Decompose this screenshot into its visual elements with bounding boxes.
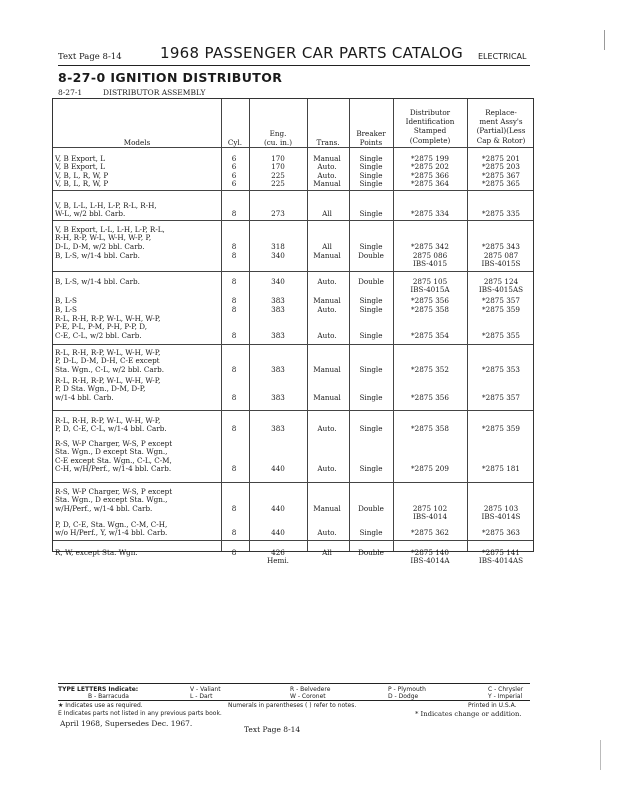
breaker-cell: Single [359,162,383,171]
trans-cell: Auto. [317,464,337,474]
col-header-repl-2: ment Assy's [479,117,523,126]
replacement-cell: *2875 359 [482,424,520,434]
model-cell: R-S, W-P Charger, W-S, P except [55,487,173,496]
replacement-cell: 2875 124 [483,277,519,286]
distributor-cell: *2875 334 [411,209,449,219]
breaker-cell: Single [359,179,383,188]
trans-cell: Manual [313,179,341,188]
legend-dodge: D - Dodge [388,693,419,700]
replacement-cell: IBS-4014AS [478,556,524,566]
cyl-cell: 8 [231,392,237,402]
trans-cell: Manual [313,364,341,374]
distributor-cell: *2875 358 [411,305,449,314]
breaker-cell: Single [359,154,383,163]
distributor-cell: *2875 354 [411,330,449,340]
trans-cell: Manual [313,503,341,513]
cyl-cell: 8 [231,548,237,557]
model-cell: R-H, R-P, W-L, W-H, W-P, P, [55,233,152,243]
model-cell: Sta. Wgn., D except Sta. Wgn., [55,447,168,457]
replacement-cell: *2875 141 [482,548,520,557]
distributor-cell: IBS-4014A [410,556,450,566]
model-cell: C-H, w/H/Perf., w/1-4 bbl. Carb. [55,464,172,474]
margin-mark [600,740,601,770]
group-separator [53,190,533,191]
breaker-cell: Double [358,548,384,557]
cyl-cell: 8 [231,277,237,286]
replacement-cell: 2875 087 [483,251,519,260]
replacement-cell: *2875 343 [482,241,520,251]
eng-cell: 318 [271,241,285,251]
header-category: ELECTRICAL [478,52,527,61]
col-header-dist-3: Stamped [413,126,447,135]
replacement-cell: IBS-4015S [481,259,521,269]
model-cell: w/o H/Perf., Y, w/1-4 bbl. Carb. [55,528,168,538]
trans-cell: Manual [313,392,341,402]
footer-date: April 1968, Supersedes Dec. 1967. [60,719,193,728]
model-cell: Sta. Wgn., D except Sta. Wgn., [55,495,168,505]
replacement-cell: *2875 203 [482,162,520,171]
legend-belvedere: R - Belvedere [290,686,331,693]
distributor-cell: *2875 356 [411,296,449,305]
eng-cell: 383 [271,305,285,314]
note-not-listed: Ε Indicates parts not listed in any previous parts book. [58,710,222,717]
trans-cell: All [322,241,332,251]
distributor-table [52,98,534,566]
trans-cell: Auto. [317,528,337,538]
legend-dart: L - Dart [190,693,213,700]
col-header-breaker-2: Points [359,138,383,147]
section-title: 8-27-0 IGNITION DISTRIBUTOR [58,70,283,85]
model-cell: P-E, P-L, P-M, P-H, P-P, D, [55,322,148,332]
cyl-cell: 6 [231,162,237,171]
cyl-cell: 8 [231,424,237,434]
breaker-cell: Double [358,277,384,286]
model-cell: V, B, L, R, W, P [55,179,109,188]
subsection-title: DISTRIBUTOR ASSEMBLY [103,88,206,97]
note-change-addition: * Indicates change or addition. [415,710,522,718]
replacement-cell: *2875 363 [482,528,520,538]
replacement-cell: 2875 103 [483,503,519,513]
group-separator [53,540,533,541]
footer-page: Text Page 8-14 [244,725,301,734]
subsection-number: 8-27-1 [58,88,83,97]
model-cell: V, B, L, R, W, P [55,171,109,180]
cyl-cell: 8 [231,528,237,538]
replacement-cell: *2875 353 [482,364,520,374]
model-cell: R, W, except Sta. Wgn. [55,548,138,557]
distributor-cell: IBS-4015 [412,259,448,269]
eng-cell: 440 [271,464,285,474]
distributor-cell: *2875 366 [411,171,449,180]
model-cell: V, B, L-L, L-H, L-P, R-L, R-H, [55,201,157,210]
breaker-cell: Single [359,424,383,434]
eng-cell: 440 [271,503,285,513]
trans-cell: Manual [313,154,341,163]
col-header-dist-4: (Complete) [409,136,451,145]
model-cell: R-L, R-H, R-P, W-L, W-H, W-P, [55,348,161,357]
legend-chrysler: C - Chrysler [488,686,524,693]
col-header-repl-3: (Partial)(Less [476,126,526,135]
group-separator [53,344,533,345]
eng-cell: 273 [271,209,285,219]
model-cell: B, L-S [55,296,77,305]
note-star-use: ★ Indicates use as required. [58,702,143,709]
trans-cell: Auto. [317,424,337,434]
breaker-cell: Single [359,296,383,305]
cyl-cell: 8 [231,209,237,219]
distributor-cell: *2875 352 [411,364,449,374]
eng-cell: 440 [271,528,285,538]
model-cell: R-L, R-H, R-P, W-L, W-H, W-P, [55,376,161,385]
distributor-cell: *2875 364 [411,179,449,188]
margin-mark [604,30,605,50]
header-separator [53,147,533,148]
model-cell: P, D, C-E, C-L, w/1-4 bbl. Carb. [55,424,167,434]
distributor-cell: *2875 199 [411,154,449,163]
legend-valiant: V - Valiant [190,686,221,693]
col-header-trans: Trans. [316,138,340,147]
group-separator [53,410,533,411]
eng-cell: 383 [271,296,285,305]
cyl-cell: 8 [231,503,237,513]
cyl-cell: 6 [231,171,237,180]
legend-type-letters: TYPE LETTERS Indicate: [58,686,139,693]
col-header-repl-1: Replace- [485,108,517,117]
eng-cell: 383 [271,364,285,374]
col-header-repl-4: Cap & Rotor) [476,136,526,145]
cyl-cell: 8 [231,241,237,251]
replacement-cell: *2875 355 [482,330,520,340]
model-cell: Sta. Wgn., C-L, w/2 bbl. Carb. [55,364,165,374]
catalog-title: 1968 PASSENGER CAR PARTS CATALOG [160,44,464,62]
distributor-cell: 2875 102 [412,503,448,513]
trans-cell: Auto. [317,305,337,314]
distributor-cell: *2875 356 [411,392,449,402]
distributor-cell: *2875 202 [411,162,449,171]
legend-coronet: W - Coronet [290,693,326,700]
group-separator [53,482,533,483]
replacement-cell: *2875 201 [482,154,520,163]
eng-cell: 340 [271,277,285,286]
trans-cell: Auto. [317,330,337,340]
model-cell: D-L, D-M, w/2 bbl. Carb. [55,241,145,251]
distributor-cell: *2875 140 [411,548,449,557]
eng-cell: 340 [271,251,285,260]
distributor-cell: *2875 358 [411,424,449,434]
cyl-cell: 8 [231,464,237,474]
note-numerals: Numerals in parentheses ( ) refer to notes. [228,702,357,709]
header-rule [58,65,530,66]
model-cell: B, L-S, w/1-4 bbl. Carb. [55,251,140,260]
eng-cell: 170 [271,162,285,171]
eng-cell: Hemi. [267,556,289,566]
replacement-cell: *2875 365 [482,179,520,188]
breaker-cell: Single [359,528,383,538]
cyl-cell: 8 [231,305,237,314]
model-cell: P, D, C-E, Sta. Wgn., C-M, C-H, [55,520,168,529]
breaker-cell: Double [358,251,384,260]
eng-cell: 225 [271,171,285,180]
col-header-dist-2: Identification [405,117,455,126]
col-header-dist-1: Distributor [409,108,451,117]
breaker-cell: Single [359,171,383,180]
cyl-cell: 8 [231,330,237,340]
trans-cell: Manual [313,296,341,305]
model-cell: B, L-S, w/1-4 bbl. Carb. [55,277,140,286]
eng-cell: 170 [271,154,285,163]
breaker-cell: Single [359,305,383,314]
breaker-cell: Single [359,241,383,251]
model-cell: R-S, W-P Charger, W-S, P except [55,439,173,448]
note-printed: Printed in U.S.A. [468,702,517,709]
replacement-cell: *2875 357 [482,392,520,402]
trans-cell: Auto. [317,171,337,180]
model-cell: w/H/Perf., w/1-4 bbl. Carb. [55,503,153,513]
replacement-cell: IBS-4014S [481,512,521,522]
distributor-cell: IBS-4014 [412,512,448,522]
breaker-cell: Single [359,464,383,474]
model-cell: V, B Export, L [55,154,105,163]
eng-cell: 225 [271,179,285,188]
distributor-cell: *2875 209 [411,464,449,474]
col-header-breaker-1: Breaker [356,129,386,138]
model-cell: R-L, R-H, R-P, W-L, W-H, W-P, [55,416,161,425]
eng-cell: 383 [271,330,285,340]
col-header-eng-2: (cu. in.) [263,138,293,147]
eng-cell: 383 [271,392,285,402]
legend-plymouth: P - Plymouth [388,686,426,693]
legend-barracuda: B - Barracuda [88,693,129,700]
replacement-cell: *2875 357 [482,296,520,305]
cyl-cell: 6 [231,179,237,188]
cyl-cell: 8 [231,251,237,260]
replacement-cell: IBS-4015AS [478,285,524,295]
cyl-cell: 8 [231,296,237,305]
replacement-cell: *2875 367 [482,171,520,180]
distributor-cell: IBS-4015A [410,285,450,295]
group-separator [53,220,533,221]
legend-rule [58,683,530,684]
breaker-cell: Single [359,330,383,340]
header-page-label: Text Page 8-14 [58,52,122,62]
trans-cell: All [322,548,332,557]
distributor-cell: *2875 362 [411,528,449,538]
legend-rule-2 [58,700,530,701]
col-header-models: Models [123,138,151,147]
col-header-eng-1: Eng. [269,129,287,138]
cyl-cell: 6 [231,154,237,163]
breaker-cell: Double [358,503,384,513]
model-cell: w/1-4 bbl. Carb. [55,392,114,402]
eng-cell: 426 [271,548,285,557]
distributor-cell: 2875 105 [412,277,448,286]
breaker-cell: Single [359,364,383,374]
replacement-cell: *2875 359 [482,305,520,314]
breaker-cell: Single [359,392,383,402]
distributor-cell: 2875 086 [412,251,448,260]
cyl-cell: 8 [231,364,237,374]
model-cell: V, B Export, L [55,162,105,171]
model-cell: C-E, C-L, w/2 bbl. Carb. [55,330,142,340]
group-separator [53,271,533,272]
legend-imperial: Y - Imperial [488,693,523,700]
model-cell: W-L, w/2 bbl. Carb. [55,209,126,219]
eng-cell: 383 [271,424,285,434]
model-cell: P, D-L, D-M, D-H, C-E except [55,356,160,366]
breaker-cell: Single [359,209,383,219]
model-cell: V, B Export, L-L, L-H, L-P, R-L, [55,225,165,234]
replacement-cell: *2875 181 [482,464,520,474]
model-cell: R-L, R-H, R-P, W-L, W-H, W-P, [55,314,161,323]
trans-cell: Auto. [317,162,337,171]
trans-cell: All [322,209,332,219]
distributor-cell: *2875 342 [411,241,449,251]
trans-cell: Auto. [317,277,337,286]
trans-cell: Manual [313,251,341,260]
col-header-cyl: Cyl. [227,138,243,147]
model-cell: P, D Sta. Wgn., D-M, D-P, [55,384,146,394]
model-cell: C-E except Sta. Wgn., C-L, C-M, [55,455,172,465]
replacement-cell: *2875 335 [482,209,520,219]
model-cell: B, L-S [55,305,77,314]
